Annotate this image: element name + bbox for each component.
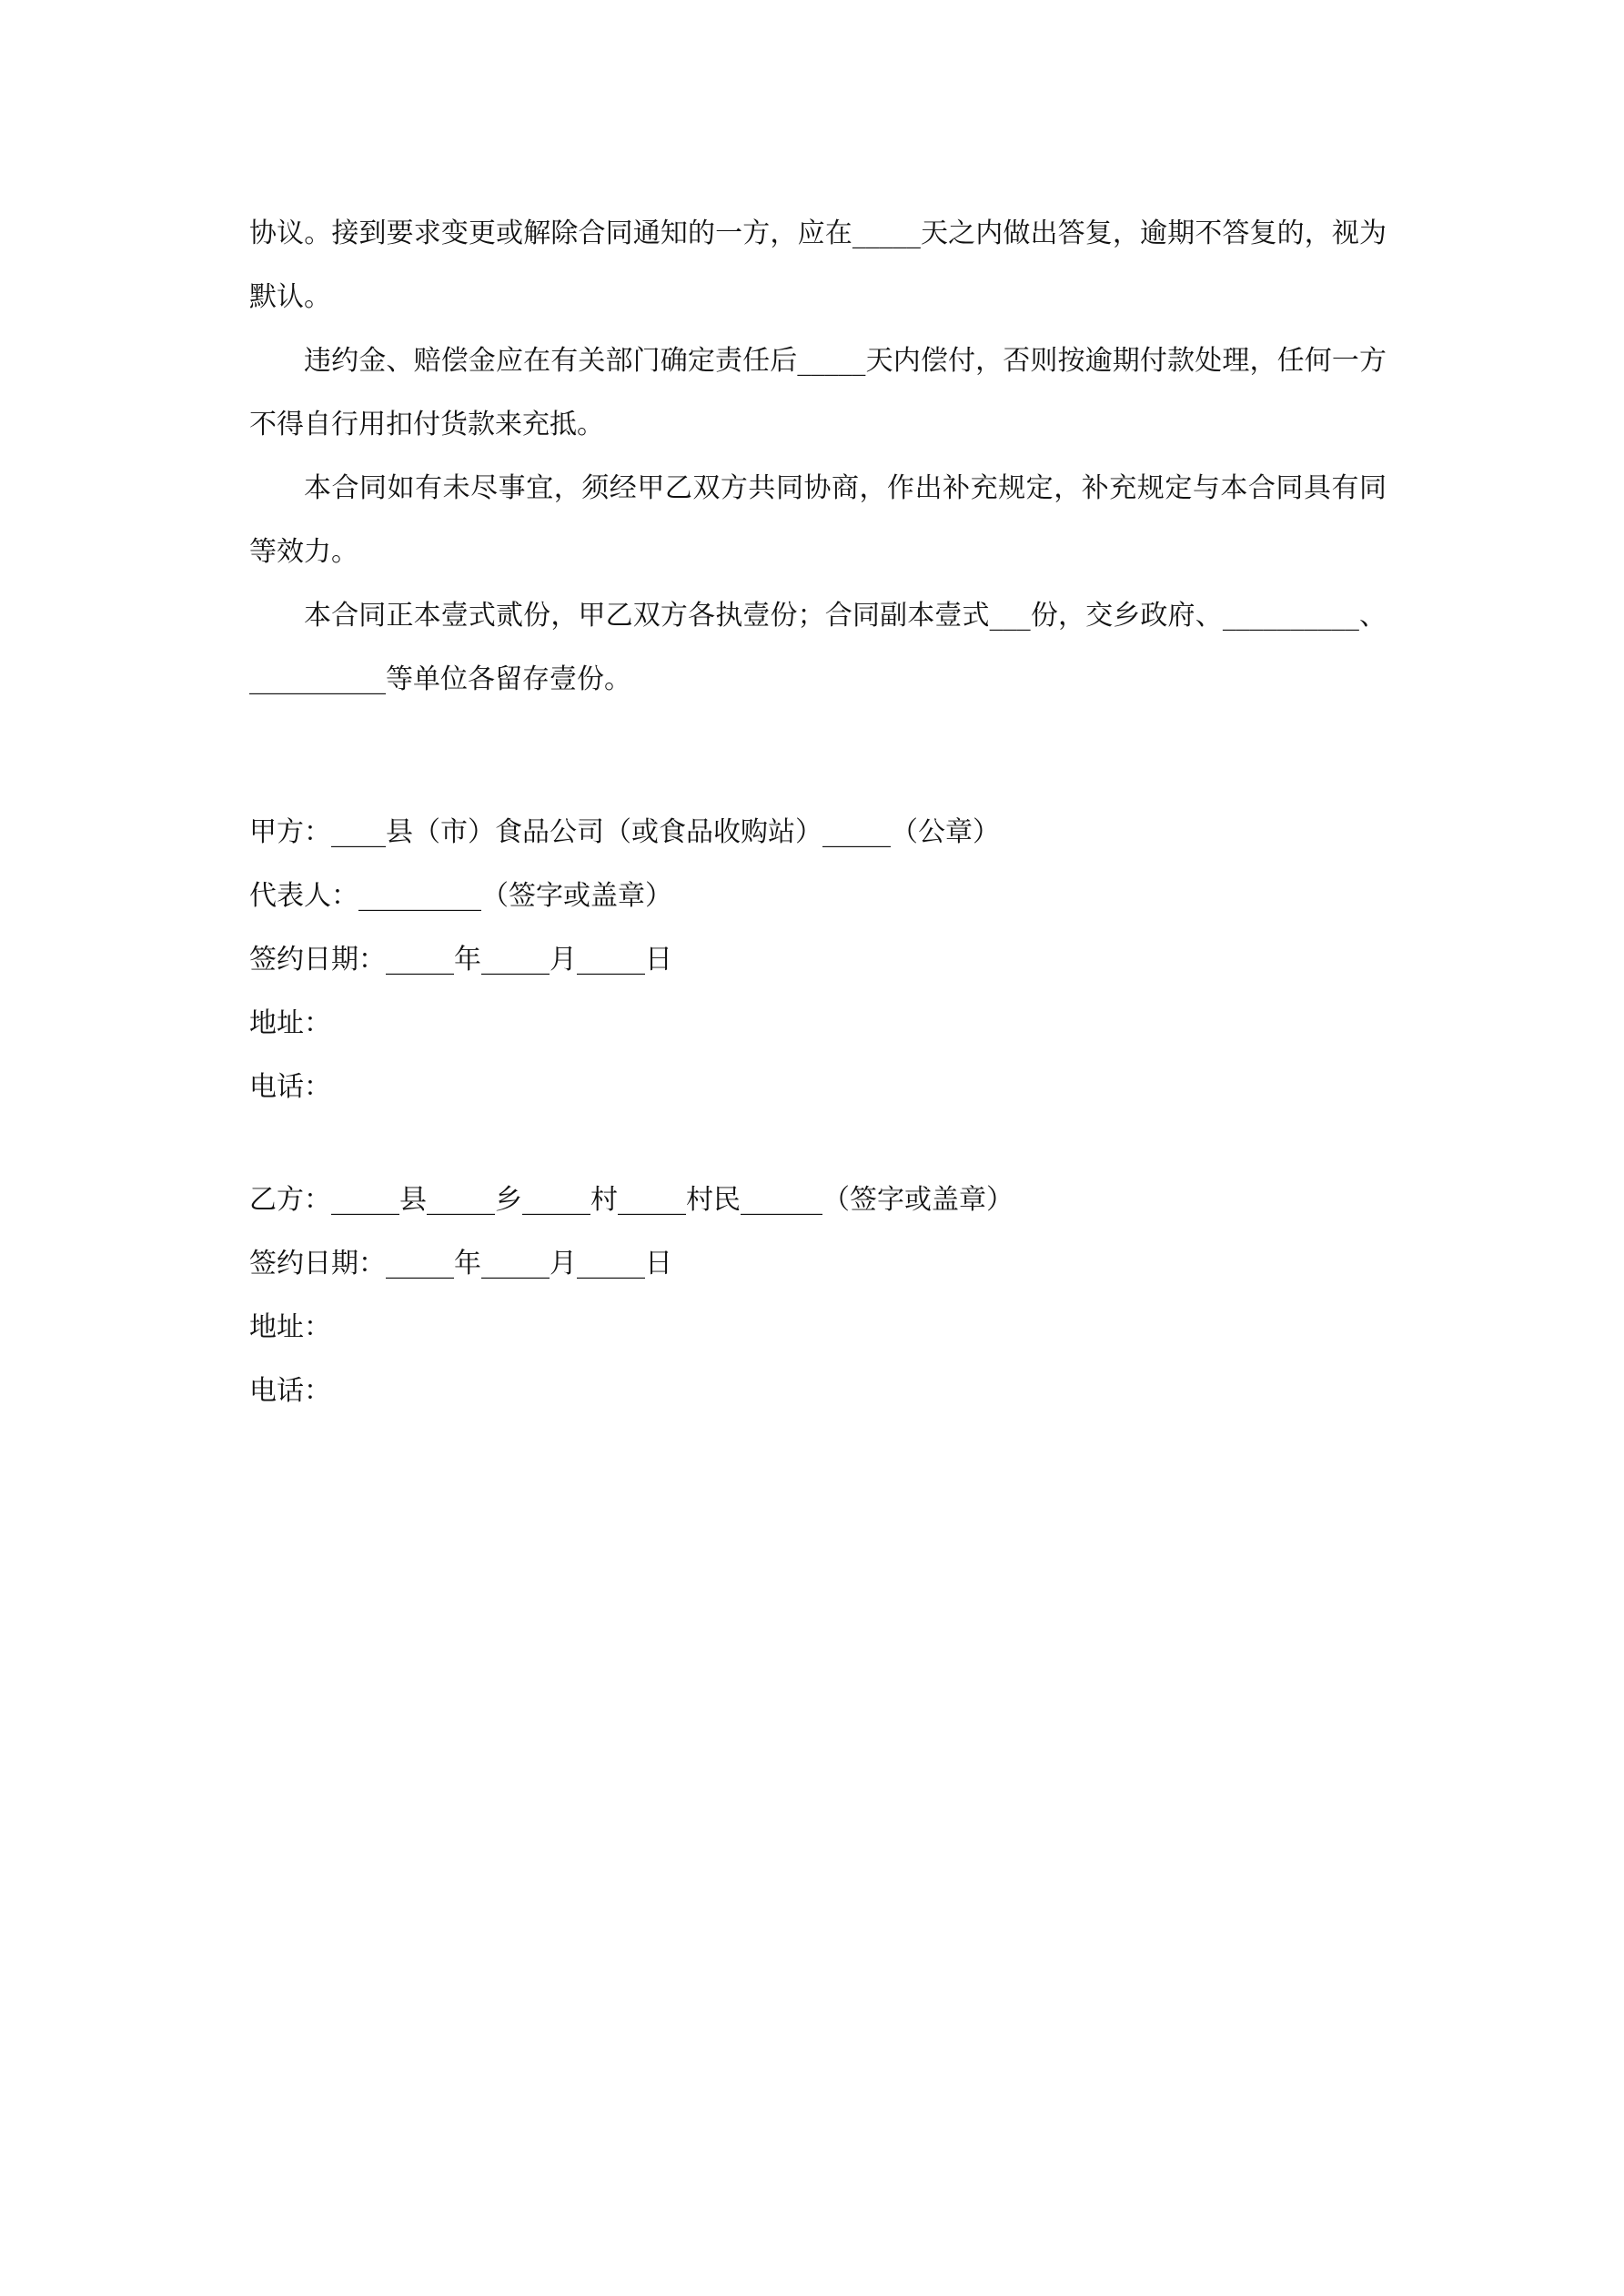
party-b-signature-block [249,1168,1387,1423]
clause-response-deadline: 协议。接到要求变更或解除合同通知的一方，应在_____天之内做出答复，逾期不答复的，视为默认。 [249,217,1387,313]
clause-copies: 本合同正本壹式贰份，甲乙双方各执壹份；合同副本壹式___份，交乡政府、__________、__________等单位各留存壹份。 [249,600,1387,695]
party-a-address: 地址： [249,1007,331,1039]
party-a-phone: 电话： [249,1071,331,1103]
section-gap [249,712,1387,801]
clause-penalty-payment: 违约金、赔偿金应在有关部门确定责任后_____天内偿付，否则按逾期付款处理，任何一方不得自行用扣付货款来充抵。 [249,345,1387,440]
party-a-date: 签约日期：_____年_____月_____日 [249,944,672,976]
party-a-name: 甲方：____县（市）食品公司（或食品收购站）_____（公章） [249,816,1000,848]
party-b-address: 地址： [249,1311,331,1343]
contract-body [249,202,1387,1423]
party-b-name: 乙方：_____县_____乡_____村_____村民______（签字或盖章） [249,1184,1014,1216]
section-gap [249,1119,1387,1168]
party-a-representative: 代表人：_________（签字或盖章） [249,880,672,912]
party-a-signature-block [249,801,1387,1119]
party-b-date: 签约日期：_____年_____月_____日 [249,1248,672,1279]
party-b-phone: 电话： [249,1375,331,1407]
clause-supplementary: 本合同如有未尽事宜，须经甲乙双方共同协商，作出补充规定，补充规定与本合同具有同等效力。 [249,472,1387,568]
